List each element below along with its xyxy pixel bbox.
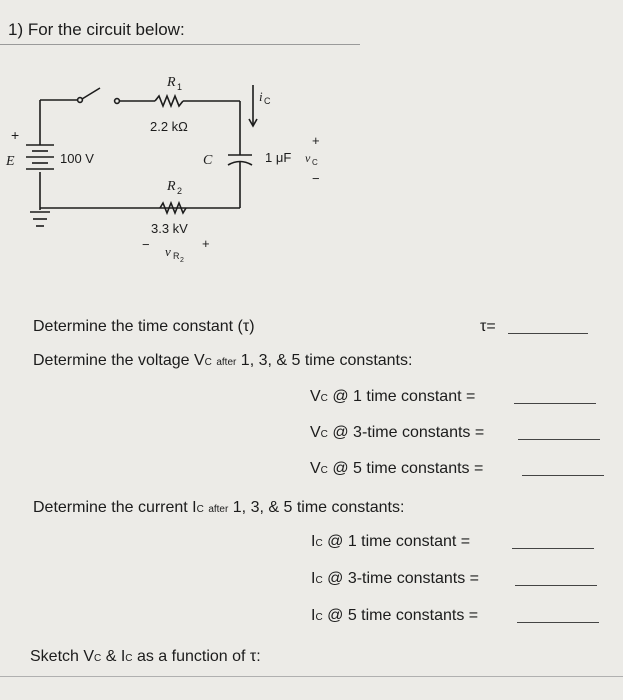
- r1-value: 2.2 kΩ: [150, 119, 188, 134]
- vc-1tau-blank[interactable]: [514, 403, 596, 404]
- vc-3tau-label: VC @ 3-time constants =: [310, 424, 485, 441]
- vr2-sub: R: [173, 251, 180, 261]
- source-value: 100 V: [60, 151, 94, 166]
- r2-value: 3.3 kV: [151, 221, 188, 236]
- vc-5tau-blank[interactable]: [522, 475, 604, 476]
- vr2-name: v: [165, 244, 171, 259]
- question-title: 1) For the circuit below:: [8, 20, 185, 39]
- r1-name: R: [167, 75, 176, 90]
- cap-name: C: [203, 153, 213, 168]
- tau-answer-label: τ=: [480, 318, 496, 335]
- vc-3tau-blank[interactable]: [518, 439, 600, 440]
- tau-answer-blank[interactable]: [508, 333, 588, 334]
- vc-plus: +: [312, 133, 320, 148]
- ic-5tau-label: IC @ 5 time constants =: [311, 607, 479, 624]
- vc-sub: C: [312, 158, 318, 167]
- source-label: E: [6, 154, 15, 169]
- r1-sub: 1: [177, 82, 183, 92]
- ic-3tau-blank[interactable]: [515, 585, 597, 586]
- ic-3tau-label: IC @ 3-time constants =: [311, 570, 479, 587]
- current-prompt: Determine the current IC after 1, 3, & 5 time constants:: [33, 499, 405, 516]
- vc-minus: −: [312, 171, 320, 186]
- vr2-plus: +: [202, 236, 210, 251]
- r2-sub: 2: [177, 186, 183, 196]
- r2-name: R: [167, 179, 176, 194]
- source-plus: +: [11, 127, 20, 143]
- vc-1tau-label: VC @ 1 time constant =: [310, 388, 476, 405]
- vc-5tau-label: VC @ 5 time constants =: [310, 460, 484, 477]
- sketch-underline: [0, 676, 623, 677]
- cap-value: 1 μF: [265, 150, 292, 165]
- circuit-diagram: [0, 0, 623, 300]
- ic-1tau-label: IC @ 1 time constant =: [311, 533, 471, 550]
- ic-5tau-blank[interactable]: [517, 622, 599, 623]
- ic-1tau-blank[interactable]: [512, 548, 594, 549]
- ic-name: i: [259, 89, 263, 104]
- vr2-subsub: 2: [180, 257, 184, 264]
- ic-sub: C: [264, 96, 271, 106]
- tau-prompt: Determine the time constant (τ): [33, 318, 255, 335]
- sketch-prompt: Sketch VC & IC as a function of τ:: [30, 648, 261, 665]
- vc-name: v: [305, 151, 311, 165]
- voltage-prompt: Determine the voltage VC after 1, 3, & 5 time constants:: [33, 352, 413, 369]
- vr2-minus: −: [142, 237, 150, 252]
